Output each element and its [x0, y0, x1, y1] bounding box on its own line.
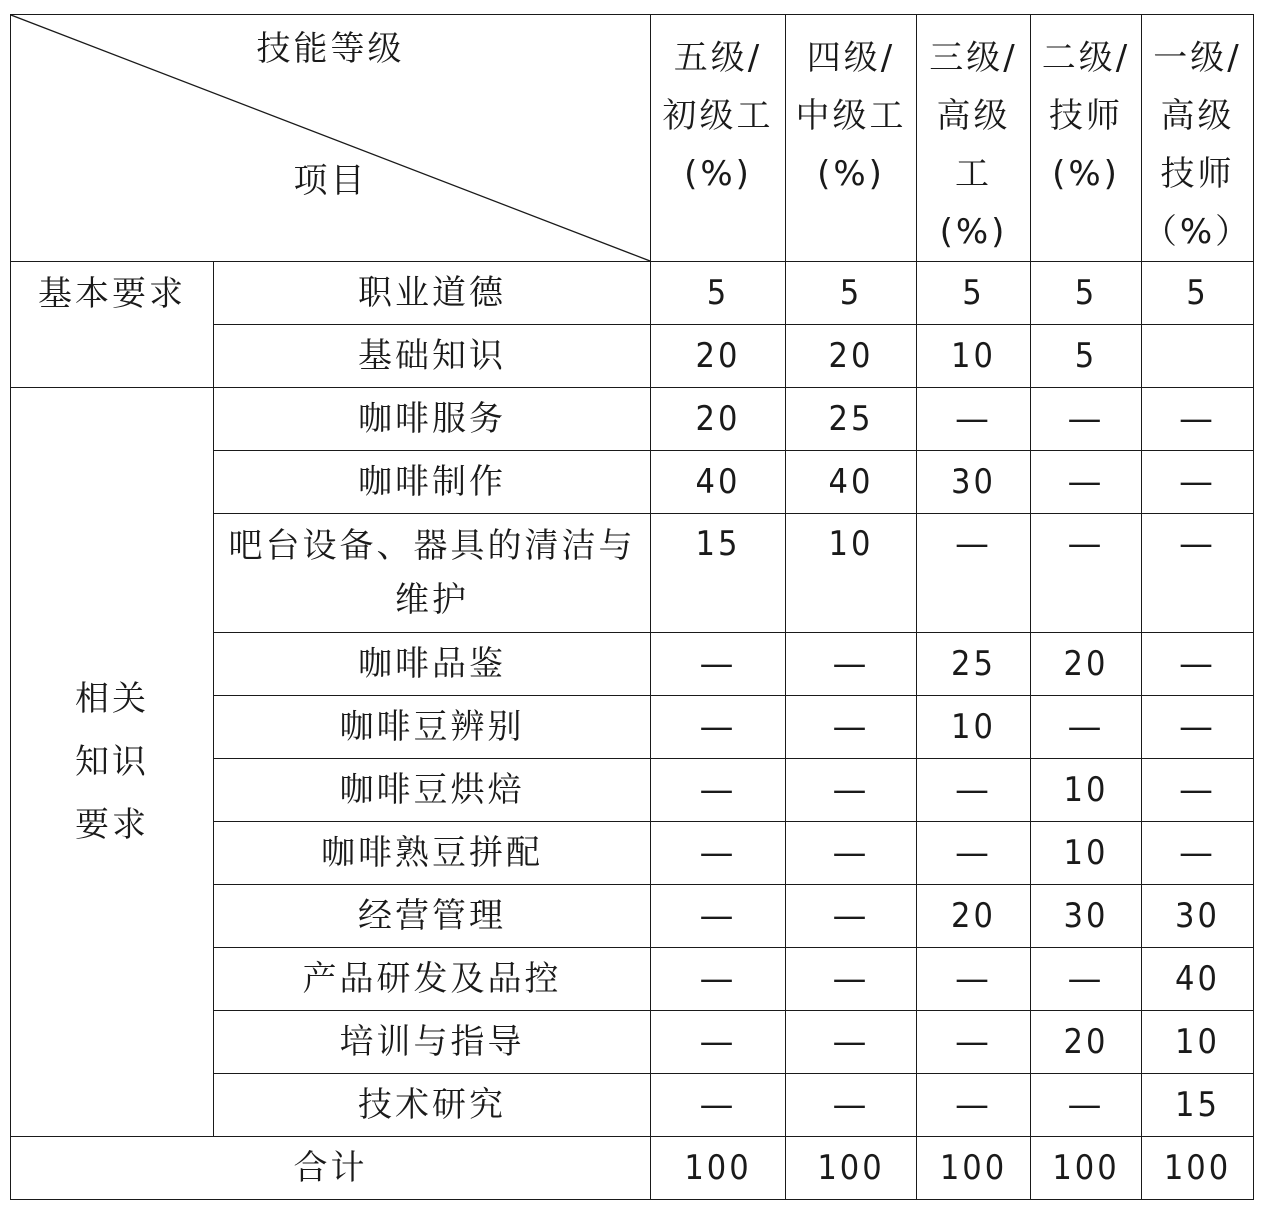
score-cell: 20: [786, 325, 917, 388]
level-header-line: 高级: [1160, 96, 1235, 136]
item-name-cell: 咖啡制作: [214, 451, 651, 514]
level-header-line: 技师: [1160, 154, 1235, 194]
score-cell: —: [1031, 514, 1142, 633]
score-cell: 20: [651, 325, 786, 388]
score-cell: —: [786, 633, 917, 696]
score-cell: 5: [1142, 262, 1254, 325]
score-cell: —: [651, 948, 786, 1011]
level-header-line: 技师: [1049, 96, 1123, 136]
score-cell: —: [917, 514, 1031, 633]
score-cell: —: [786, 1011, 917, 1074]
score-cell: 30: [917, 451, 1031, 514]
score-cell: —: [1031, 451, 1142, 514]
score-cell: 10: [917, 696, 1031, 759]
score-cell: 20: [651, 388, 786, 451]
score-cell: —: [1142, 388, 1254, 451]
score-cell: 20: [917, 885, 1031, 948]
level-header-line: 工: [955, 154, 992, 194]
total-label: 合计: [11, 1137, 651, 1200]
level-header-line: 五级/: [673, 38, 763, 78]
score-cell: 5: [1031, 262, 1142, 325]
score-cell: —: [917, 388, 1031, 451]
score-cell: —: [651, 885, 786, 948]
score-cell: —: [651, 633, 786, 696]
score-cell: —: [1031, 1074, 1142, 1137]
score-cell: —: [651, 822, 786, 885]
score-cell: 40: [651, 451, 786, 514]
level-header-line: 三级/: [929, 38, 1018, 78]
score-cell: 10: [1031, 759, 1142, 822]
group-label-line: 知识: [75, 741, 149, 782]
score-cell: —: [651, 759, 786, 822]
item-name-cell: 咖啡豆辨别: [214, 696, 651, 759]
total-row: [11, 1137, 1254, 1200]
score-cell: 5: [786, 262, 917, 325]
level-4-header: [786, 15, 917, 262]
level-2-header: [1031, 15, 1142, 262]
score-cell: —: [786, 885, 917, 948]
score-cell: 40: [1142, 948, 1254, 1011]
score-cell: —: [917, 948, 1031, 1011]
total-cell: 100: [1031, 1137, 1142, 1200]
item-name-line: 维护: [395, 580, 469, 620]
total-cell: 100: [651, 1137, 786, 1200]
level-1-header: [1142, 15, 1254, 262]
total-cell: 100: [1142, 1137, 1254, 1200]
table-row: [11, 262, 1254, 325]
score-cell: —: [651, 1074, 786, 1137]
level-header-line: (%): [817, 154, 885, 194]
score-cell: 30: [1031, 885, 1142, 948]
score-cell: 10: [917, 325, 1031, 388]
score-cell: [1142, 325, 1254, 388]
score-cell: —: [786, 1074, 917, 1137]
total-cell: 100: [786, 1137, 917, 1200]
item-name-cell: 咖啡品鉴: [214, 633, 651, 696]
diagonal-header-cell: [11, 15, 651, 262]
group-label-line: 要求: [75, 804, 149, 845]
score-cell: —: [786, 948, 917, 1011]
level-header-line: 一级/: [1153, 38, 1242, 78]
level-header-line: 中级工: [795, 96, 907, 136]
item-name-cell: 培训与指导: [214, 1011, 651, 1074]
item-label: 项目: [293, 161, 368, 201]
level-header-line: 高级: [936, 96, 1011, 136]
score-cell: 25: [917, 633, 1031, 696]
score-cell: —: [1031, 948, 1142, 1011]
item-name-line: 吧台设备、器具的清洁与: [228, 526, 636, 566]
item-name-cell: 产品研发及品控: [214, 948, 651, 1011]
item-name-cell: 咖啡豆烘焙: [214, 759, 651, 822]
score-cell: 20: [1031, 633, 1142, 696]
score-cell: 10: [1142, 1011, 1254, 1074]
score-cell: —: [917, 759, 1031, 822]
score-cell: —: [1142, 514, 1254, 633]
group-label-line: 相关: [75, 678, 149, 719]
total-cell: 100: [917, 1137, 1031, 1200]
score-cell: 15: [651, 514, 786, 633]
score-cell: —: [1142, 759, 1254, 822]
score-cell: —: [1142, 451, 1254, 514]
level-header-line: (%): [684, 154, 752, 194]
level-header-line: 初级工: [662, 96, 774, 136]
score-cell: —: [1031, 388, 1142, 451]
score-cell: —: [1142, 696, 1254, 759]
score-cell: 5: [651, 262, 786, 325]
score-cell: 15: [1142, 1074, 1254, 1137]
score-cell: —: [1031, 696, 1142, 759]
score-cell: 5: [1031, 325, 1142, 388]
score-cell: 10: [1031, 822, 1142, 885]
level-header-line: 四级/: [806, 38, 896, 78]
level-3-header: [917, 15, 1031, 262]
score-cell: —: [786, 759, 917, 822]
item-name-cell: 咖啡熟豆拼配: [214, 822, 651, 885]
score-cell: —: [786, 696, 917, 759]
score-cell: —: [917, 1011, 1031, 1074]
score-cell: 30: [1142, 885, 1254, 948]
score-cell: 40: [786, 451, 917, 514]
score-cell: 10: [786, 514, 917, 633]
item-name-cell: 基础知识: [214, 325, 651, 388]
level-header-line: (%): [1052, 154, 1120, 194]
score-cell: —: [1142, 822, 1254, 885]
skill-weight-table: [10, 14, 1254, 1200]
score-cell: —: [786, 822, 917, 885]
item-name-cell: 经营管理: [214, 885, 651, 948]
score-cell: —: [651, 1011, 786, 1074]
skill-level-label: 技能等级: [256, 29, 405, 69]
level-header-line: 二级/: [1041, 38, 1131, 78]
header-row: [11, 15, 1254, 262]
item-name-cell: 咖啡服务: [214, 388, 651, 451]
score-cell: —: [917, 822, 1031, 885]
item-name-cell: [214, 514, 651, 633]
item-name-cell: 技术研究: [214, 1074, 651, 1137]
score-cell: —: [1142, 633, 1254, 696]
level-5-header: [651, 15, 786, 262]
score-cell: 20: [1031, 1011, 1142, 1074]
score-cell: 25: [786, 388, 917, 451]
score-cell: —: [917, 1074, 1031, 1137]
level-header-line: （%）: [1142, 212, 1253, 252]
table-row: [11, 388, 1254, 451]
item-name-cell: 职业道德: [214, 262, 651, 325]
basic-requirements-group: 基本要求: [11, 262, 214, 388]
related-knowledge-group: [11, 388, 214, 1137]
score-cell: —: [651, 696, 786, 759]
score-cell: 5: [917, 262, 1031, 325]
level-header-line: (%): [939, 212, 1008, 252]
